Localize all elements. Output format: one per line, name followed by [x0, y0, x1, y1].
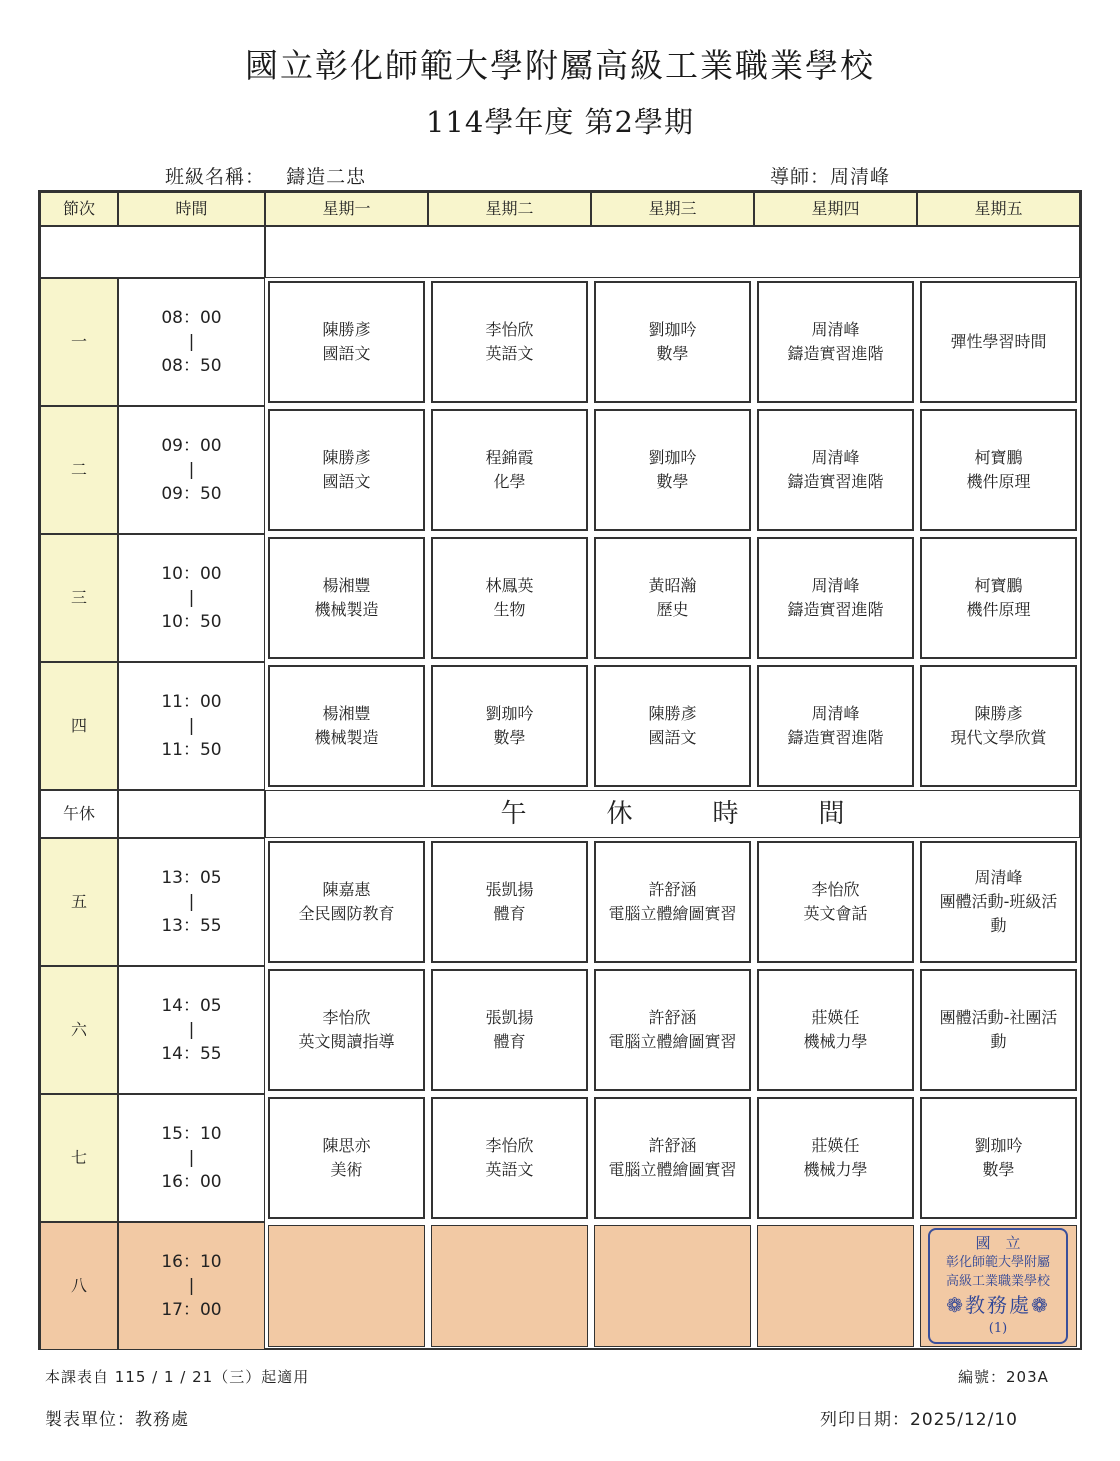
subject-name: 鑄造實習進階 — [787, 728, 884, 747]
course-cell[interactable] — [757, 1097, 914, 1219]
subject-name: 團體活動-班級活 — [939, 892, 1058, 911]
time-separator: | — [188, 588, 195, 608]
teacher-name: 陳勝彥 — [648, 704, 697, 723]
subject-name: 英語文 — [485, 344, 534, 363]
course-cell[interactable] — [268, 409, 425, 531]
subject-name: 鑄造實習進階 — [787, 344, 884, 363]
course-cell[interactable] — [757, 281, 914, 403]
subject-name: 鑄造實習進階 — [787, 472, 884, 491]
period-label: 七 — [40, 1094, 118, 1222]
lunch-text: 午休時間 — [500, 799, 925, 829]
teacher-name: 陳思亦 — [322, 1136, 371, 1155]
course-cell[interactable] — [268, 281, 425, 403]
teacher-name: 陳勝彥 — [974, 704, 1023, 723]
teacher-name: 程錦霞 — [485, 448, 534, 467]
column-header: 星期五 — [917, 192, 1080, 226]
course-cell[interactable] — [920, 409, 1077, 531]
end-time: 10：50 — [161, 612, 222, 632]
start-time: 13：05 — [161, 868, 222, 888]
course-cell[interactable] — [594, 537, 751, 659]
teacher-name: 陳嘉惠 — [322, 880, 371, 899]
class-label: 班級名稱： — [165, 166, 266, 188]
period-label: 四 — [40, 662, 118, 790]
period-time — [118, 406, 265, 534]
course-cell[interactable] — [594, 1225, 751, 1347]
teacher-name: 張凱揚 — [485, 880, 534, 899]
class-info — [165, 162, 366, 189]
subject-name: 歷史 — [656, 600, 689, 619]
seal-line-2: 彰化師範大學附屬 — [945, 1255, 1050, 1270]
tutor-label: 導師：周清峰 — [770, 166, 891, 188]
start-time: 09：00 — [161, 436, 222, 456]
teacher-name: 楊湘豐 — [322, 576, 371, 595]
column-header: 節次 — [40, 192, 118, 226]
course-cell[interactable] — [594, 665, 751, 787]
seal-line-4: ❁教務處❁ — [946, 1293, 1050, 1317]
time-separator: | — [188, 1020, 195, 1040]
teacher-name: 許舒涵 — [648, 1008, 697, 1027]
subject-name: 動 — [990, 1032, 1007, 1051]
course-cell[interactable] — [268, 969, 425, 1091]
course-cell[interactable] — [920, 537, 1077, 659]
period-time — [118, 534, 265, 662]
subject-name: 化學 — [493, 472, 526, 491]
term-title: 114學年度 第2學期 — [425, 105, 695, 139]
course-cell[interactable] — [431, 409, 588, 531]
subject-name: 數學 — [982, 1160, 1015, 1179]
academic-affairs-seal — [928, 1228, 1068, 1344]
end-time: 14：55 — [161, 1044, 222, 1064]
subject-name: 彈性學習時間 — [950, 332, 1047, 351]
period-label: 二 — [40, 406, 118, 534]
start-time: 14：05 — [161, 996, 222, 1016]
school-title: 國立彰化師範大學附屬高級工業職業學校 — [245, 46, 875, 85]
subject-name: 數學 — [656, 472, 689, 491]
column-header: 星期四 — [754, 192, 917, 226]
subject-name: 全民國防教育 — [298, 904, 395, 923]
course-cell[interactable] — [594, 969, 751, 1091]
teacher-name: 李怡欣 — [485, 1136, 534, 1155]
end-time: 16：00 — [161, 1172, 222, 1192]
subject-name: 數學 — [656, 344, 689, 363]
subject-name: 機械製造 — [314, 728, 379, 747]
time-separator: | — [188, 892, 195, 912]
teacher-name: 劉珈吟 — [648, 320, 697, 339]
end-time: 09：50 — [161, 484, 222, 504]
teacher-name: 劉珈吟 — [974, 1136, 1023, 1155]
column-header: 星期二 — [428, 192, 591, 226]
teacher-name: 李怡欣 — [811, 880, 860, 899]
timetable-grid — [38, 190, 1082, 1350]
seal-line-1: 國 立 — [975, 1234, 1021, 1252]
teacher-name: 周清峰 — [811, 320, 860, 339]
end-time: 08：50 — [161, 356, 222, 376]
lunch-time-cell — [118, 790, 265, 838]
lunch-banner — [265, 790, 1080, 838]
subject-name: 動 — [990, 916, 1007, 935]
seal-line-5: (1) — [988, 1321, 1008, 1336]
subject-name: 數學 — [493, 728, 526, 747]
teacher-name: 陳勝彥 — [322, 448, 371, 467]
end-time: 11：50 — [161, 740, 222, 760]
column-header: 星期一 — [265, 192, 428, 226]
subject-name: 電腦立體繪圖實習 — [608, 1032, 737, 1051]
course-cell[interactable] — [757, 537, 914, 659]
teacher-name: 林鳳英 — [485, 576, 534, 595]
period-time — [118, 1222, 265, 1350]
subject-name: 體育 — [493, 904, 526, 923]
course-cell[interactable] — [757, 665, 914, 787]
subject-name: 國語文 — [322, 472, 371, 491]
course-cell[interactable] — [757, 409, 914, 531]
course-cell[interactable] — [920, 1097, 1077, 1219]
time-separator: | — [188, 332, 195, 352]
teacher-name: 劉珈吟 — [648, 448, 697, 467]
subject-name: 英語文 — [485, 1160, 534, 1179]
start-time: 10：00 — [161, 564, 222, 584]
course-cell[interactable] — [757, 969, 914, 1091]
course-cell[interactable] — [594, 1097, 751, 1219]
teacher-name: 陳勝彥 — [322, 320, 371, 339]
subject-name: 生物 — [493, 600, 526, 619]
class-name: 鑄造二忠 — [286, 166, 367, 188]
course-cell[interactable] — [268, 665, 425, 787]
time-separator: | — [188, 1276, 195, 1296]
time-separator: | — [188, 716, 195, 736]
course-cell[interactable] — [431, 1097, 588, 1219]
period-label: 六 — [40, 966, 118, 1094]
course-cell[interactable] — [431, 841, 588, 963]
teacher-name: 李怡欣 — [485, 320, 534, 339]
seal-line-3: 高級工業職業學校 — [945, 1274, 1050, 1289]
subject-name: 團體活動-社團活 — [939, 1008, 1058, 1027]
subject-name: 國語文 — [322, 344, 371, 363]
subject-name: 機件原理 — [966, 600, 1031, 619]
period-label: 三 — [40, 534, 118, 662]
teacher-name: 莊媖任 — [811, 1136, 860, 1155]
period-time — [118, 662, 265, 790]
course-cell[interactable] — [431, 969, 588, 1091]
subject-name: 機械力學 — [803, 1032, 868, 1051]
teacher-name: 周清峰 — [811, 704, 860, 723]
teacher-name: 許舒涵 — [648, 1136, 697, 1155]
course-cell[interactable] — [920, 281, 1077, 403]
course-cell[interactable] — [268, 1097, 425, 1219]
period-label: 一 — [40, 278, 118, 406]
blank-cell-left — [40, 226, 265, 278]
time-separator: | — [188, 460, 195, 480]
column-header: 星期三 — [591, 192, 754, 226]
end-time: 17：00 — [161, 1300, 222, 1320]
schedule-code: 編號：203A — [958, 1368, 1049, 1386]
blank-cell-right — [265, 226, 1080, 278]
course-cell[interactable] — [757, 1225, 914, 1347]
teacher-name: 柯寶鵬 — [974, 448, 1023, 467]
course-cell[interactable] — [920, 969, 1077, 1091]
teacher-name: 楊湘豐 — [322, 704, 371, 723]
teacher-name: 周清峰 — [811, 576, 860, 595]
subject-name: 現代文學欣賞 — [950, 728, 1047, 747]
course-cell[interactable] — [268, 841, 425, 963]
end-time: 13：55 — [161, 916, 222, 936]
period-time — [118, 1094, 265, 1222]
teacher-name: 劉珈吟 — [485, 704, 534, 723]
print-date: 列印日期：2025/12/10 — [820, 1410, 1018, 1430]
course-cell[interactable] — [431, 537, 588, 659]
subject-name: 機件原理 — [966, 472, 1031, 491]
subject-name: 美術 — [330, 1160, 363, 1179]
start-time: 11：00 — [161, 692, 222, 712]
subject-name: 國語文 — [648, 728, 697, 747]
course-cell[interactable] — [757, 841, 914, 963]
column-header: 時間 — [118, 192, 265, 226]
teacher-name: 許舒涵 — [648, 880, 697, 899]
teacher-name: 李怡欣 — [322, 1008, 371, 1027]
subject-name: 機械製造 — [314, 600, 379, 619]
effective-date: 本課表自 115 / 1 / 21（三）起適用 — [45, 1368, 310, 1386]
course-cell[interactable] — [920, 841, 1077, 963]
start-time: 15：10 — [161, 1124, 222, 1144]
course-cell[interactable] — [268, 1225, 425, 1347]
subject-name: 電腦立體繪圖實習 — [608, 904, 737, 923]
period-label: 八 — [40, 1222, 118, 1350]
period-time — [118, 278, 265, 406]
period-time — [118, 838, 265, 966]
period-label: 五 — [40, 838, 118, 966]
course-cell[interactable] — [920, 665, 1077, 787]
issuing-unit: 製表單位：教務處 — [45, 1410, 189, 1430]
teacher-name: 張凱揚 — [485, 1008, 534, 1027]
lunch-label: 午休 — [40, 790, 118, 838]
teacher-name: 柯寶鵬 — [974, 576, 1023, 595]
teacher-name: 周清峰 — [811, 448, 860, 467]
start-time: 16：10 — [161, 1252, 222, 1272]
course-cell[interactable] — [594, 281, 751, 403]
course-cell[interactable] — [594, 841, 751, 963]
course-cell[interactable] — [431, 665, 588, 787]
subject-name: 鑄造實習進階 — [787, 600, 884, 619]
subject-name: 電腦立體繪圖實習 — [608, 1160, 737, 1179]
teacher-name: 周清峰 — [974, 868, 1023, 887]
course-cell[interactable] — [431, 1225, 588, 1347]
teacher-name: 莊媖任 — [811, 1008, 860, 1027]
course-cell[interactable] — [268, 537, 425, 659]
teacher-name: 黃昭瀚 — [648, 576, 697, 595]
subject-name: 機械力學 — [803, 1160, 868, 1179]
subject-name: 英文閱讀指導 — [298, 1032, 395, 1051]
course-cell[interactable] — [594, 409, 751, 531]
course-cell[interactable] — [431, 281, 588, 403]
time-separator: | — [188, 1148, 195, 1168]
subject-name: 體育 — [493, 1032, 526, 1051]
period-time — [118, 966, 265, 1094]
start-time: 08：00 — [161, 308, 222, 328]
subject-name: 英文會話 — [803, 904, 868, 923]
